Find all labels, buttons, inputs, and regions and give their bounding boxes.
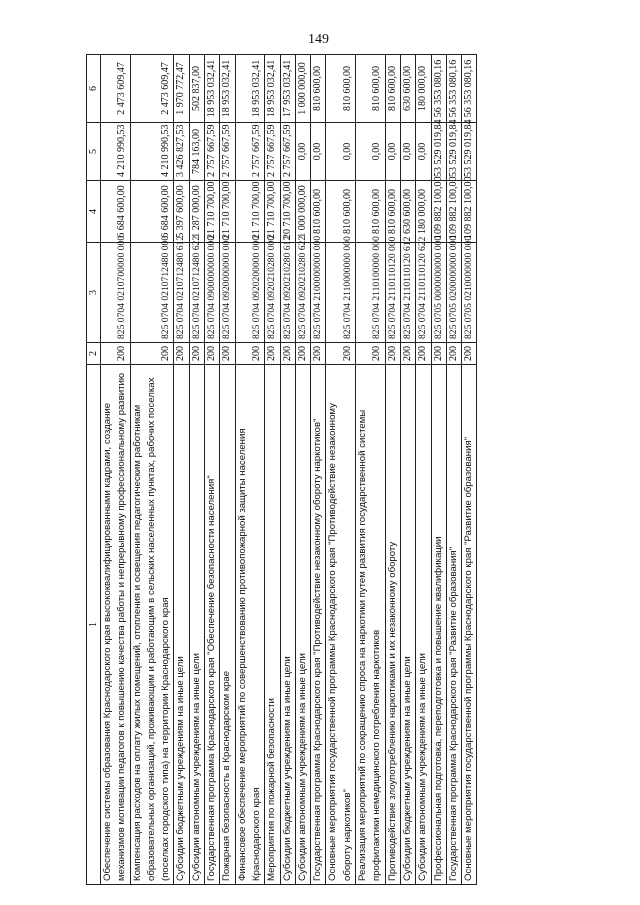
classification-cell: 825 0704 0210712480 622 (189, 243, 204, 343)
code-cell: 200 (400, 343, 415, 365)
header-cell: 6 (87, 55, 101, 123)
executed-amount-cell: 0,00 (416, 123, 431, 181)
remaining-amount-cell: 630 600,00 (400, 55, 415, 123)
code-cell: 200 (174, 343, 189, 365)
classification-cell: 825 0704 2110000000 000 (326, 243, 356, 343)
classification-cell: 825 0704 2110100000 000 (356, 243, 386, 343)
description-cell: Реализация мероприятий по сокращению спроса на наркотики путем развития государственной системы профилактики немедицинского потребления наркотиков (356, 365, 386, 885)
description-cell: Основные мероприятия государственной программы Краснодарского края "Противодействие незаконному обороту наркотиков" (326, 365, 356, 885)
remaining-amount-cell: 1 970 772,47 (174, 55, 189, 123)
table-row (431, 55, 446, 885)
code-cell: 200 (356, 343, 386, 365)
description-cell: Субсидии автономным учреждениям на иные цели (295, 365, 310, 885)
code-cell: 200 (280, 343, 295, 365)
code-cell: 200 (235, 343, 265, 365)
executed-amount-cell: 53 529 019,84 (462, 123, 477, 181)
remaining-amount-cell: 502 837,00 (189, 55, 204, 123)
classification-cell: 825 0704 0900000000 000 (205, 243, 220, 343)
planned-amount-cell: 109 882 100,00 (446, 181, 461, 243)
remaining-amount-cell: 18 953 032,41 (205, 55, 220, 123)
code-cell: 200 (462, 343, 477, 365)
description-cell: Пожарная безопасность в Краснодарском крае (220, 365, 235, 885)
remaining-amount-cell: 56 353 080,16 (462, 55, 477, 123)
classification-cell: 825 0704 0920200000 000 (235, 243, 265, 343)
planned-amount-cell: 810 600,00 (326, 181, 356, 243)
planned-amount-cell: 5 397 600,00 (174, 181, 189, 243)
code-cell: 200 (220, 343, 235, 365)
planned-amount-cell: 109 882 100,00 (431, 181, 446, 243)
classification-cell: 825 0704 0920210280 622 (295, 243, 310, 343)
header-cell: 3 (87, 243, 101, 343)
code-cell: 200 (265, 343, 280, 365)
code-cell: 200 (130, 343, 174, 365)
executed-amount-cell: 0,00 (356, 123, 386, 181)
planned-amount-cell: 1 287 000,00 (189, 181, 204, 243)
description-cell: Мероприятия по пожарной безопасности (265, 365, 280, 885)
executed-amount-cell: 2 757 667,59 (280, 123, 295, 181)
planned-amount-cell: 810 600,00 (356, 181, 386, 243)
code-cell: 200 (385, 343, 400, 365)
code-cell: 200 (311, 343, 326, 365)
code-cell: 200 (189, 343, 204, 365)
classification-cell: 825 0704 0920210280 612 (280, 243, 295, 343)
remaining-amount-cell: 1 000 000,00 (295, 55, 310, 123)
table-row (311, 55, 326, 885)
planned-amount-cell: 6 684 600,00 (101, 181, 131, 243)
planned-amount-cell: 810 600,00 (385, 181, 400, 243)
planned-amount-cell: 109 882 100,00 (462, 181, 477, 243)
classification-cell: 825 0704 0920210280 000 (265, 243, 280, 343)
table-row (220, 55, 235, 885)
remaining-amount-cell: 56 353 080,16 (431, 55, 446, 123)
executed-amount-cell: 0,00 (385, 123, 400, 181)
executed-amount-cell: 784 163,00 (189, 123, 204, 181)
table-row (174, 55, 189, 885)
code-cell: 200 (295, 343, 310, 365)
table-row (385, 55, 400, 885)
description-cell: Субсидии бюджетным учреждениям на иные цели (174, 365, 189, 885)
table-row (356, 55, 386, 885)
executed-amount-cell: 0,00 (295, 123, 310, 181)
planned-amount-cell: 21 710 700,00 (205, 181, 220, 243)
code-cell: 200 (416, 343, 431, 365)
description-cell: Субсидии автономным учреждениям на иные цели (189, 365, 204, 885)
table-row (462, 55, 477, 885)
classification-cell: 825 0705 0200000000 000 (446, 243, 461, 343)
executed-amount-cell: 53 529 019,84 (431, 123, 446, 181)
code-cell: 200 (446, 343, 461, 365)
header-cell: 1 (87, 365, 101, 885)
executed-amount-cell: 0,00 (326, 123, 356, 181)
table-row (400, 55, 415, 885)
classification-cell: 825 0705 0000000000 000 (431, 243, 446, 343)
description-cell: Обеспечение системы образования Краснодарского края высококвалифицированными кадрами, создание механизмов мотивации педагогов к повышению качества работы и непрерывному профессиональному развитию (101, 365, 131, 885)
classification-cell: 825 0704 0210700000 000 (101, 243, 131, 343)
table-row (265, 55, 280, 885)
executed-amount-cell: 2 757 667,59 (235, 123, 265, 181)
remaining-amount-cell: 18 953 032,41 (265, 55, 280, 123)
description-cell: Государственная программа Краснодарского края "Противодействие незаконному обороту наркотиков" (311, 365, 326, 885)
rotated-table-container (86, 55, 576, 885)
executed-amount-cell: 53 529 019,84 (446, 123, 461, 181)
executed-amount-cell: 2 757 667,59 (265, 123, 280, 181)
table-row (280, 55, 295, 885)
table-row (205, 55, 220, 885)
planned-amount-cell: 810 600,00 (311, 181, 326, 243)
classification-cell: 825 0704 2110110120 612 (400, 243, 415, 343)
planned-amount-cell: 21 710 700,00 (220, 181, 235, 243)
executed-amount-cell: 2 757 667,59 (205, 123, 220, 181)
remaining-amount-cell: 180 000,00 (416, 55, 431, 123)
planned-amount-cell: 20 710 700,00 (280, 181, 295, 243)
remaining-amount-cell: 810 600,00 (326, 55, 356, 123)
code-cell: 200 (101, 343, 131, 365)
header-cell: 2 (87, 343, 101, 365)
header-cell: 5 (87, 123, 101, 181)
budget-table (86, 54, 477, 885)
table-row (326, 55, 356, 885)
executed-amount-cell: 4 210 990,53 (130, 123, 174, 181)
description-cell: Субсидии бюджетным учреждениям на иные цели (280, 365, 295, 885)
remaining-amount-cell: 18 953 032,41 (220, 55, 235, 123)
planned-amount-cell: 21 710 700,00 (235, 181, 265, 243)
classification-cell: 825 0704 0920000000 000 (220, 243, 235, 343)
description-cell: Финансовое обеспечение мероприятий по совершенствованию противопожарной защиты населения Краснодарского края (235, 365, 265, 885)
code-cell: 200 (326, 343, 356, 365)
table-row (416, 55, 431, 885)
remaining-amount-cell: 18 953 032,41 (235, 55, 265, 123)
description-cell: Противодействие злоупотреблению наркотиками и их незаконному обороту (385, 365, 400, 885)
description-cell: Государственная программа Краснодарского края "Обеспечение безопасности населения" (205, 365, 220, 885)
planned-amount-cell: 180 000,00 (416, 181, 431, 243)
description-cell: Государственная программа Краснодарского края "Развитие образования" (446, 365, 461, 885)
header-cell: 4 (87, 181, 101, 243)
classification-cell: 825 0704 2110110120 622 (416, 243, 431, 343)
table-row (446, 55, 461, 885)
remaining-amount-cell: 2 473 609,47 (130, 55, 174, 123)
table-row (235, 55, 265, 885)
description-cell: Субсидии автономным учреждениям на иные цели (416, 365, 431, 885)
executed-amount-cell: 0,00 (400, 123, 415, 181)
classification-cell: 825 0704 0210712480 612 (174, 243, 189, 343)
planned-amount-cell: 6 684 600,00 (130, 181, 174, 243)
table-row (189, 55, 204, 885)
classification-cell: 825 0704 2100000000 000 (311, 243, 326, 343)
table-row (130, 55, 174, 885)
remaining-amount-cell: 56 353 080,16 (446, 55, 461, 123)
description-cell: Профессиональная подготовка, переподготовка и повышение квалификации (431, 365, 446, 885)
description-cell: Компенсация расходов на оплату жилых помещений, отопления и освещения педагогическим работникам образовательных организаций, проживающим и работающим в сельских населенных пунктах, рабочих поселках (поселках городского типа) на территории Краснодарского края (130, 365, 174, 885)
classification-cell: 825 0705 0210000000 000 (462, 243, 477, 343)
table-row (295, 55, 310, 885)
planned-amount-cell: 1 000 000,00 (295, 181, 310, 243)
table-row (101, 55, 131, 885)
remaining-amount-cell: 2 473 609,47 (101, 55, 131, 123)
classification-cell: 825 0704 0210712480 000 (130, 243, 174, 343)
executed-amount-cell: 4 210 990,53 (101, 123, 131, 181)
executed-amount-cell: 2 757 667,59 (220, 123, 235, 181)
page-number: 149 (308, 32, 329, 47)
remaining-amount-cell: 17 953 032,41 (280, 55, 295, 123)
description-cell: Основные мероприятия государственной программы Краснодарского края "Развитие образования" (462, 365, 477, 885)
planned-amount-cell: 630 600,00 (400, 181, 415, 243)
remaining-amount-cell: 810 600,00 (356, 55, 386, 123)
classification-cell: 825 0704 2110110120 000 (385, 243, 400, 343)
executed-amount-cell: 3 426 827,53 (174, 123, 189, 181)
executed-amount-cell: 0,00 (311, 123, 326, 181)
table-header-row (87, 55, 101, 885)
remaining-amount-cell: 810 600,00 (311, 55, 326, 123)
code-cell: 200 (431, 343, 446, 365)
remaining-amount-cell: 810 600,00 (385, 55, 400, 123)
code-cell: 200 (205, 343, 220, 365)
description-cell: Субсидии бюджетным учреждениям на иные цели (400, 365, 415, 885)
planned-amount-cell: 21 710 700,00 (265, 181, 280, 243)
